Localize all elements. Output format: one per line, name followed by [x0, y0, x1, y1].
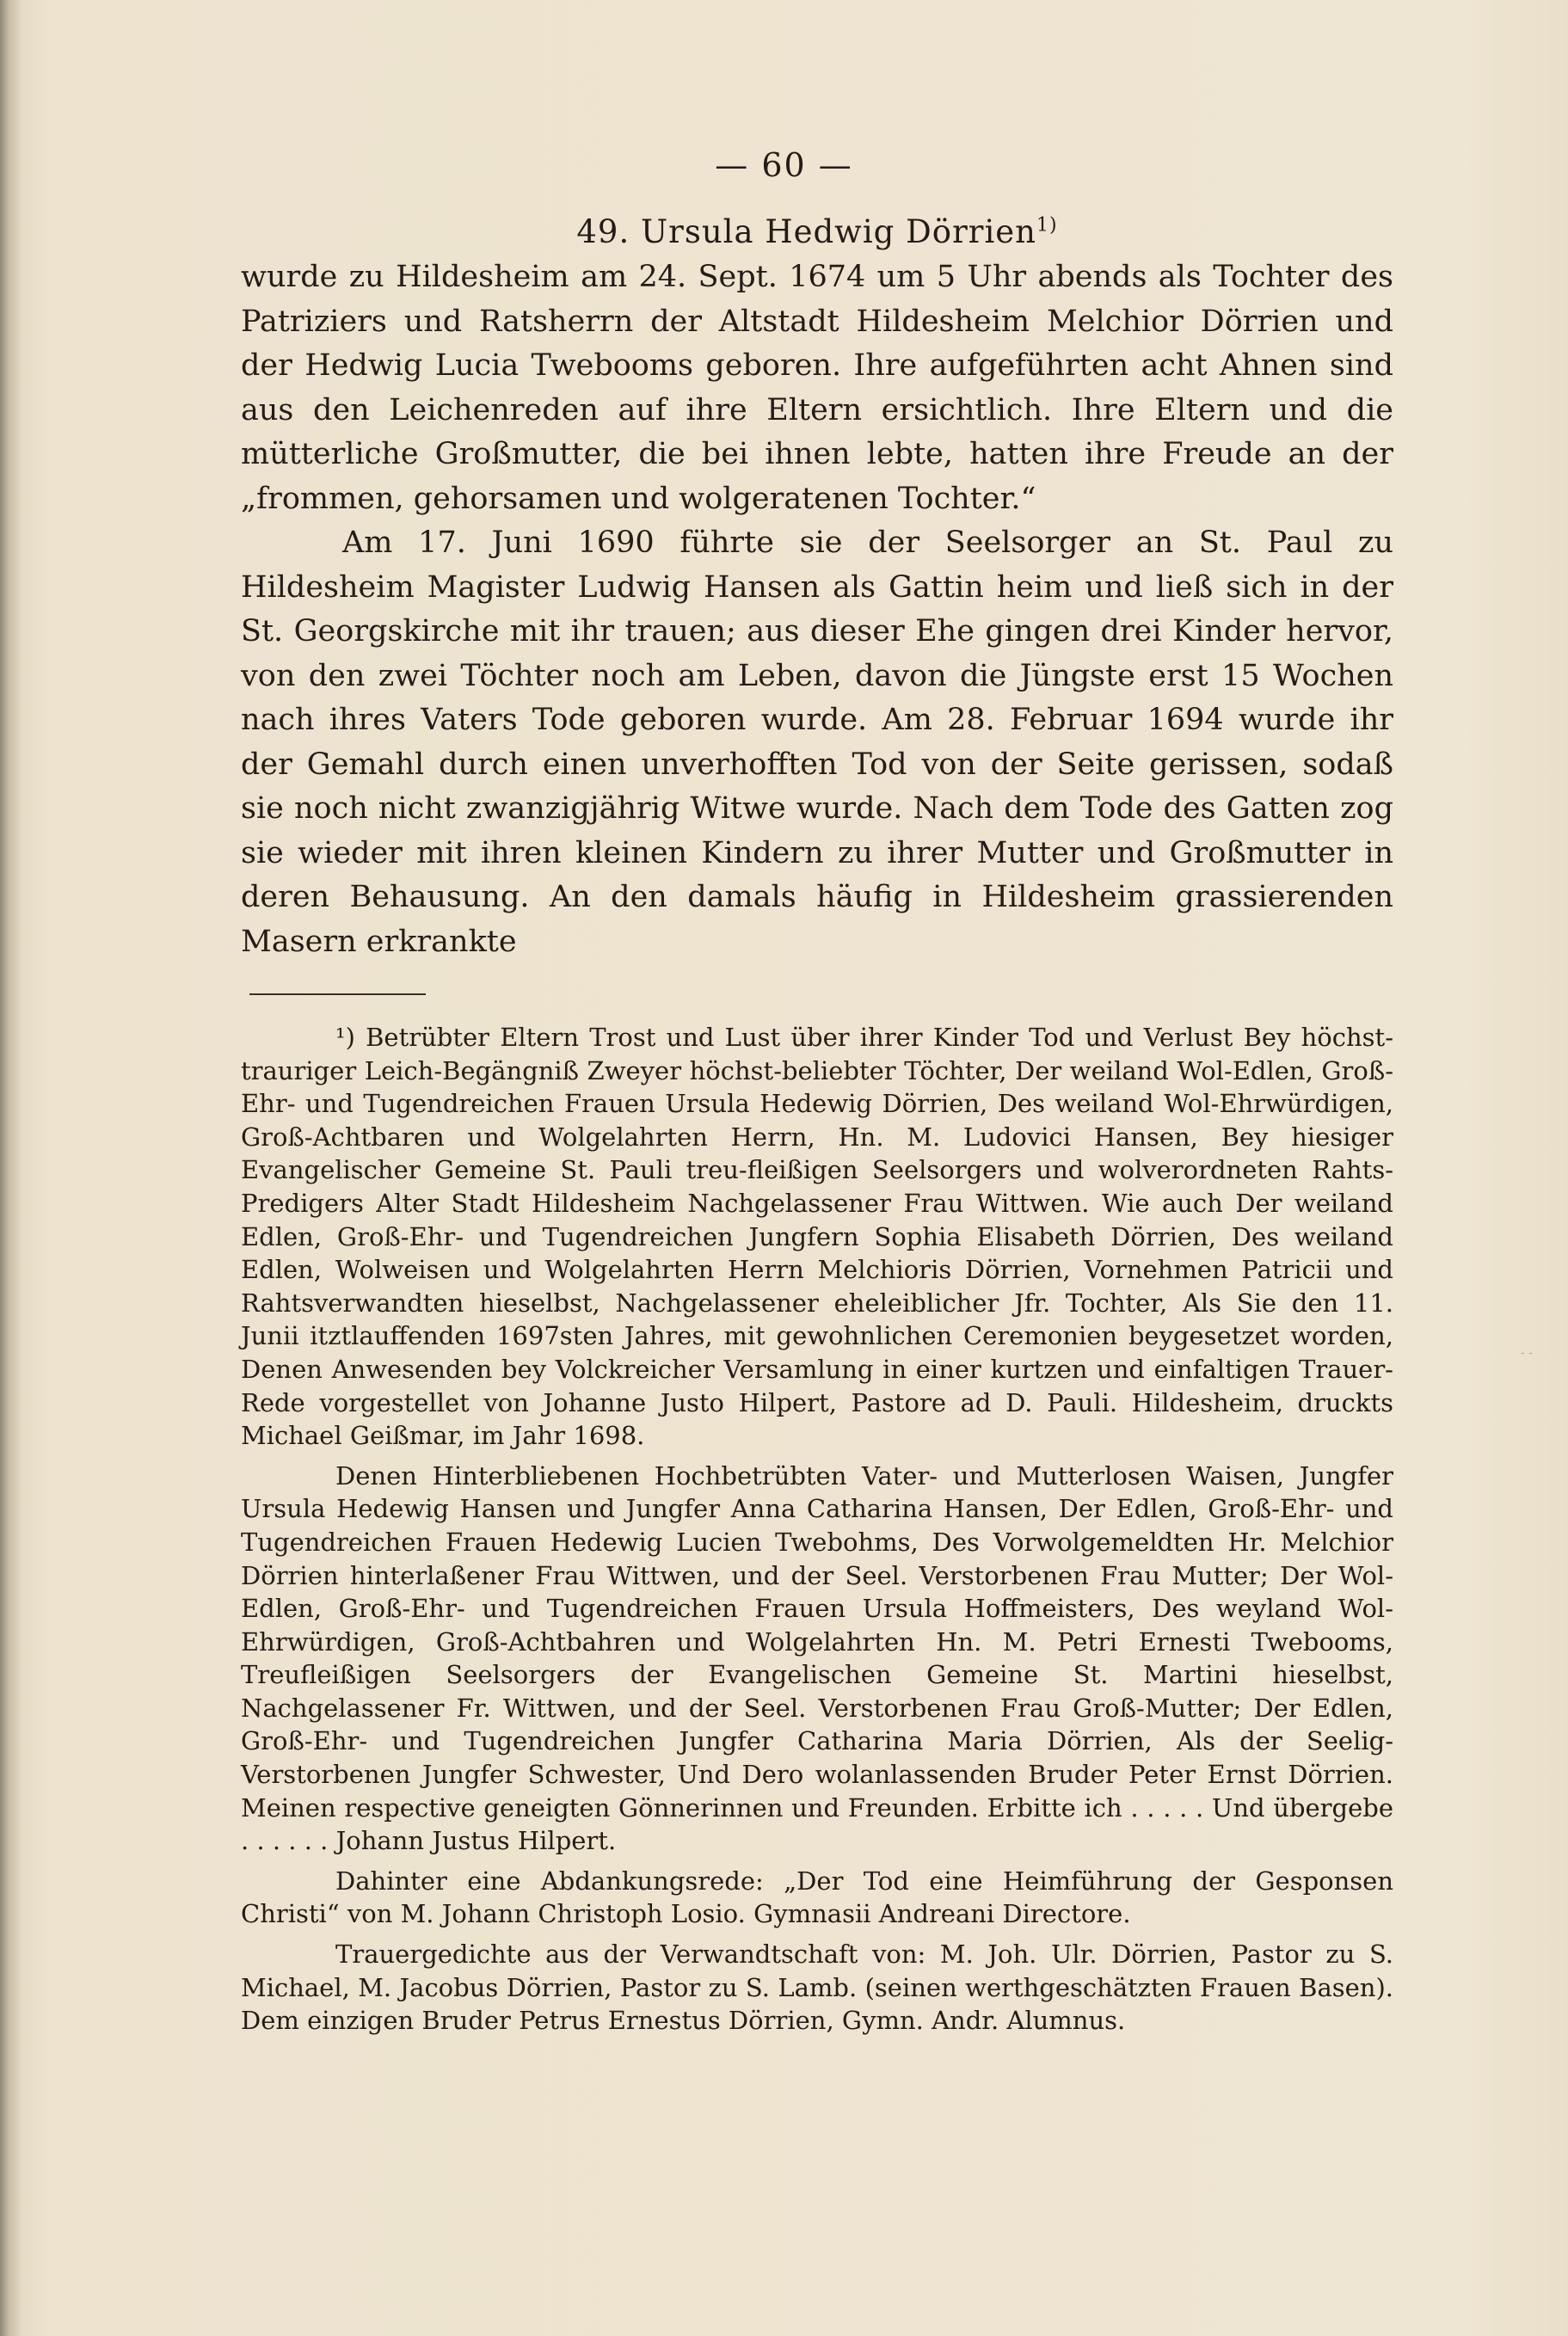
footnote-dedication: Denen Hinterbliebenen Hochbetrübten Vater- und Mutterlosen Waisen, Jungfer Ursula Hedewig Hansen und Jungfer Anna Catharina Hansen, Der Edlen, Groß-Ehr- und Tugendreichen Frauen Hedewig Lucien Twebohms, Des Vorwolgemeldten Hr. Melchior Dörrien hinterlaßener Frau Wittwen, und der Seel. Verstorbenen Frau Mutter; Der Wol-Edlen, Groß-Ehr- und Tugendreichen Frauen Ursula Hoffmeisters, Des weyland Wol-Ehrwürdigen, Groß-Achtbahren und Wolgelahrten Hn. M. Petri Ernesti Twebooms, Treufleißigen Seelsorgers der Evangelischen Gemeine St. Martini hieselbst, Nachgelassener Fr. Wittwen, und der Seel. Verstorbenen Frau Groß-Mutter; Der Edlen, Groß-Ehr- und Tugendreichen Jungfer Catharina Maria Dörrien, Als der Seelig-Verstorbenen Jungfer Schwester, Und Dero wolanlassenden Bruder Peter Ernst Dörrien. Meinen respective geneigten Gönnerinnen und Freunden. Erbitte ich . . . . . Und übergebe . . . . . . Johann Justus Hilpert. — [241, 1460, 1393, 1856]
footnote-reference: 1) — [1036, 214, 1058, 237]
footnote-funeral-sermon-title: ¹) Betrübter Eltern Trost und Lust über ihrer Kinder Tod und Verlust Bey höchst-trauriger Leich-Begängniß Zweyer höchst-beliebter Töchter, Der weiland Wol-Edlen, Groß-Ehr- und Tugendreichen Frauen Ursula Hedewig Dörrien, Des weiland Wol-Ehrwürdigen, Groß-Achtbaren und Wolgelahrten Herrn, Hn. M. Ludovici Hansen, Bey hiesiger Evangelischer Gemeine St. Pauli treu-fleißigen Seelsorgers und wolverordneten Rahts-Predigers Alter Stadt Hildesheim Nachgelassener Frau Wittwen. Wie auch Der weiland Edlen, Groß-Ehr- und Tugendreichen Jungfern Sophia Elisabeth Dörrien, Des weiland Edlen, Wolweisen und Wolgelahrten Herrn Melchioris Dörrien, Vornehmen Patricii und Rahtsverwandten hieselbst, Nachgelassener eheleiblicher Jfr. Tochter, Als Sie den 11. Junii itztlauffenden 1697sten Jahres, mit gewohnlichen Ceremonien beygesetzet worden, Denen Anwesenden bey Volckreicher Versamlung in einer kurtzen und einfaltigen Trauer-Rede vorgestellet von Johanne Justo Hilpert, Pastore ad D. Pauli. Hildesheim, druckts Michael Geißmar, im Jahr 1698. — [241, 1023, 1393, 1451]
main-text-block — [241, 213, 1393, 2038]
entry-heading — [241, 213, 1393, 250]
page-blemish: ‐ ‐ — [1521, 1346, 1533, 1360]
entry-heading-text: 49. Ursula Hedwig Dörrien — [576, 213, 1037, 250]
paragraph-marriage: Am 17. Juni 1690 führte sie der Seelsorger an St. Paul zu Hildesheim Magister Ludwig Hansen als Gattin heim und ließ sich in der St. Georgskirche mit ihr trauen; aus dieser Ehe gingen drei Kinder hervor, von den zwei Töchter noch am Leben, davon die Jüngste erst 15 Wochen nach ihres Vaters Tode geboren wurde. Am 28. Februar 1694 wurde ihr der Gemahl durch einen unverhofften Tod von der Seite gerissen, sodaß sie noch nicht zwanzigjährig Witwe wurde. Nach dem Tode des Gatten zog sie wieder mit ihren kleinen Kindern zu ihrer Mutter und Großmutter in deren Behausung. An den damals häufig in Hildesheim grassierenden Masern erkrankte — [241, 526, 1393, 959]
footnote-divider — [249, 993, 426, 995]
footnote-farewell-speech: Dahinter eine Abdankungsrede: „Der Tod eine Heimführung der Gesponsen Christi“ von M. Johann Christoph Losio. Gymnasii Andreani Directore. — [241, 1866, 1393, 1929]
paragraph-birth: wurde zu Hildesheim am 24. Sept. 1674 um 5 Uhr abends als Tochter des Patriziers und Ratsherrn der Altstadt Hildesheim Melchior Dörrien und der Hedwig Lucia Twebooms geboren. Ihre aufgeführten acht Ahnen sind aus den Leichenreden auf ihre Eltern ersichtlich. Ihre Eltern und die mütterliche Großmutter, die bei ihnen lebte, hatten ihre Freude an der „frommen, gehorsamen und wolgeratenen Tochter.“ — [241, 260, 1393, 516]
page-number: — 60 — — [715, 146, 853, 184]
footnote-mourning-poems: Trauergedichte aus der Verwandtschaft von: M. Joh. Ulr. Dörrien, Pastor zu S. Michael, M. Jacobus Dörrien, Pastor zu S. Lamb. (seinen werthgeschätzten Frauen Basen). Dem einzigen Bruder Petrus Ernestus Dörrien, Gymn. Andr. Alumnus. — [241, 1939, 1393, 2036]
